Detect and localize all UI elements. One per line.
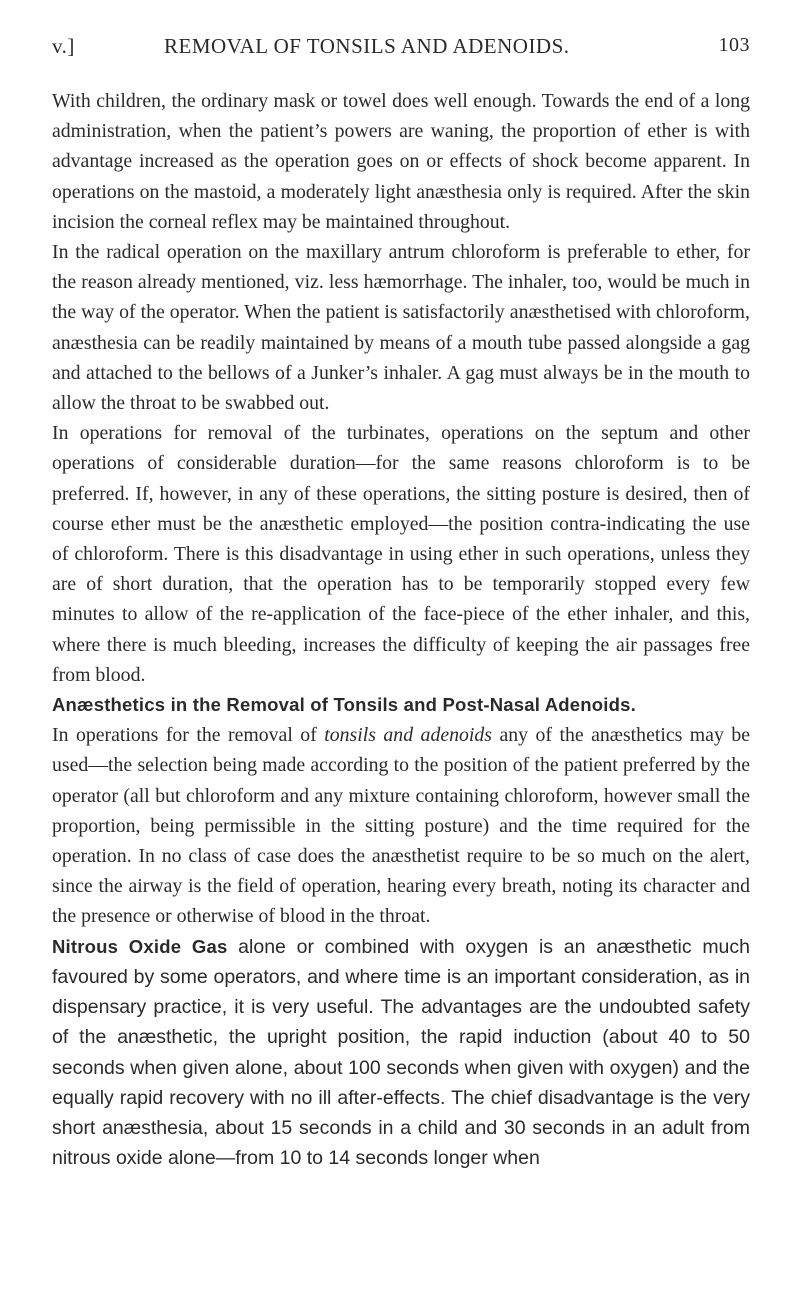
paragraph-turbinates-septum: In operations for removal of the turbinates, operations on the septum and other operations of considerable duration—for the same reasons chloroform is to be preferred. If, however, in any of these operations, the sitting posture is desired, then of course ether must be the anæsthetic employed—the position contra-indicating the use of chloroform. There is this disadvantage in using ether in such operations, unless they are of short duration, that the operation has to be temporarily stopped every few minutes to allow of the re-application of the face-piece of the ether inhaler, and this, where there is much bleeding, increases the difficulty of keeping the air passages free from blood. [52,422,750,686]
running-header [52,34,750,86]
paragraph-mask-and-mastoid: With children, the ordinary mask or towel does well enough. Towards the end of a long administration, when the patient’s powers are waning, the proportion of ether is with advantage increased as the operation goes on or effects of shock become apparent. In operations on the mastoid, a moderately light anæsthesia only is required. After the skin incision the corneal reflex may be maintained throughout. [52,90,750,233]
nitrous-oxide-text: alone or combined with oxygen is an anæsthetic much favoured by some operators, and where time is an important consideration, as in dispensary practice, it is very useful. The advantages are the undoubted safety of the anæsthetic, the upright position, the rapid induction (about 40 to 50 seconds when given alone, about 100 seconds when given with oxygen) and the equally rapid recovery with no ill after-effects. The chief disadvantage is the very short anæsthesia, about 15 seconds in a child and 30 seconds in an adult from nitrous oxide alone—from 10 to 14 seconds longer when [52,935,750,1170]
paragraph-tonsils-adenoids [52,690,750,932]
section-heading-tonsils-adenoids: Anæsthetics in the Removal of Tonsils and Post-Nasal Adenoids. [52,694,636,716]
tonsils-text-start: In operations for the removal of [52,724,325,747]
paragraph-maxillary-antrum: In the radical operation on the maxillary antrum chloroform is preferable to ether, for the reason already mentioned, viz. less hæmorrhage. The inhaler, too, would be much in the way of the operator. When the patient is satisfactorily anæsthetised with chloroform, anæsthesia can be readily maintained by means of a mouth tube passed alongside a gag and attached to the bellows of a Junker’s inhaler. A gag must always be in the mouth to allow the throat to be swabbed out. [52,241,750,415]
page-number: 103 [718,34,750,56]
paragraph-nitrous-oxide [52,932,750,1174]
tonsils-text-rest: any of the anæsthetics may be used—the selection being made according to the position of the patient preferred by the operator (all but chloroform and any mixture containing chloroform, however small the proportion, being permissible in the sitting posture) and the time required for the operation. In no class of case does the anæsthetist require to be so much on the alert, since the airway is the field of operation, hearing every breath, noting its character and the presence or otherwise of blood in the throat. [52,724,750,928]
running-title: REMOVAL OF TONSILS AND ADENOIDS. [164,34,570,58]
body-text [52,86,750,1173]
section-heading-nitrous-oxide: Nitrous Oxide Gas [52,935,228,957]
chapter-number: v.] [52,34,75,58]
tonsils-italic-phrase: tonsils and adenoids [324,724,492,747]
